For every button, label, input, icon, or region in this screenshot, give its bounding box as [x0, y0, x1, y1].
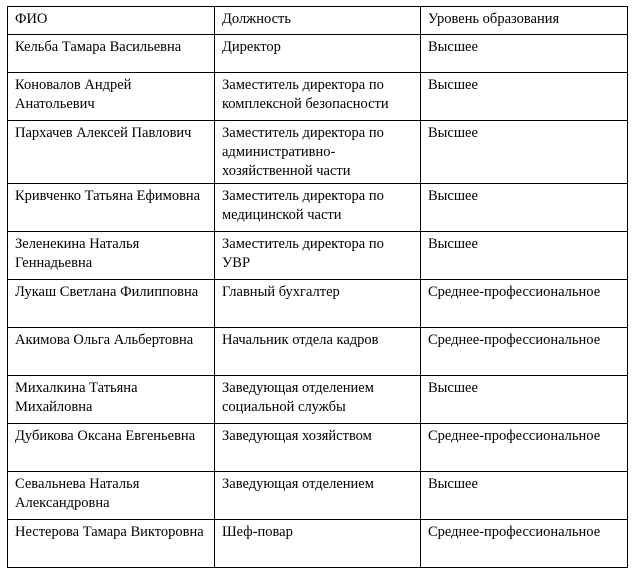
table-row — [8, 424, 628, 472]
cell-education: Высшее — [421, 184, 628, 232]
cell-fio: Михалкина Татьяна Михайловна — [8, 376, 215, 424]
cell-position: Главный бухгалтер — [215, 280, 421, 328]
cell-fio: Нестерова Тамара Викторовна — [8, 520, 215, 568]
staff-table — [7, 6, 628, 568]
cell-education: Высшее — [421, 121, 628, 184]
cell-fio: Зеленекина Наталья Геннадьевна — [8, 232, 215, 280]
cell-position: Заместитель директора по УВР — [215, 232, 421, 280]
cell-position: Начальник отдела кадров — [215, 328, 421, 376]
cell-education: Высшее — [421, 73, 628, 121]
header-position: Должность — [215, 7, 421, 35]
cell-position: Заместитель директора по медицинской части — [215, 184, 421, 232]
cell-education: Высшее — [421, 472, 628, 520]
table-header-row — [8, 7, 628, 35]
cell-position: Шеф-повар — [215, 520, 421, 568]
cell-fio: Севальнева Наталья Александровна — [8, 472, 215, 520]
table-row — [8, 232, 628, 280]
table-row — [8, 184, 628, 232]
cell-education: Среднее-профессиональное — [421, 520, 628, 568]
cell-position: Директор — [215, 35, 421, 73]
cell-education: Среднее-профессиональное — [421, 328, 628, 376]
cell-position: Заведующая отделением — [215, 472, 421, 520]
cell-position: Заведующая хозяйством — [215, 424, 421, 472]
table-row — [8, 328, 628, 376]
header-education: Уровень образования — [421, 7, 628, 35]
table-row — [8, 520, 628, 568]
cell-education: Высшее — [421, 35, 628, 73]
table-row — [8, 35, 628, 73]
cell-education: Среднее-профессиональное — [421, 424, 628, 472]
cell-education: Среднее-профессиональное — [421, 280, 628, 328]
cell-fio: Кривченко Татьяна Ефимовна — [8, 184, 215, 232]
cell-fio: Лукаш Светлана Филипповна — [8, 280, 215, 328]
table-row — [8, 121, 628, 184]
header-fio: ФИО — [8, 7, 215, 35]
cell-education: Высшее — [421, 232, 628, 280]
table-row — [8, 472, 628, 520]
table-row — [8, 280, 628, 328]
cell-position: Заведующая отделением социальной службы — [215, 376, 421, 424]
table-row — [8, 73, 628, 121]
cell-position: Заместитель директора по комплексной безопасности — [215, 73, 421, 121]
cell-fio: Акимова Ольга Альбертовна — [8, 328, 215, 376]
cell-education: Высшее — [421, 376, 628, 424]
cell-fio: Пархачев Алексей Павлович — [8, 121, 215, 184]
table-row — [8, 376, 628, 424]
cell-fio: Дубикова Оксана Евгеньевна — [8, 424, 215, 472]
cell-position: Заместитель директора по административно-хозяйственной части — [215, 121, 421, 184]
cell-fio: Коновалов Андрей Анатольевич — [8, 73, 215, 121]
cell-fio: Кельба Тамара Васильевна — [8, 35, 215, 73]
